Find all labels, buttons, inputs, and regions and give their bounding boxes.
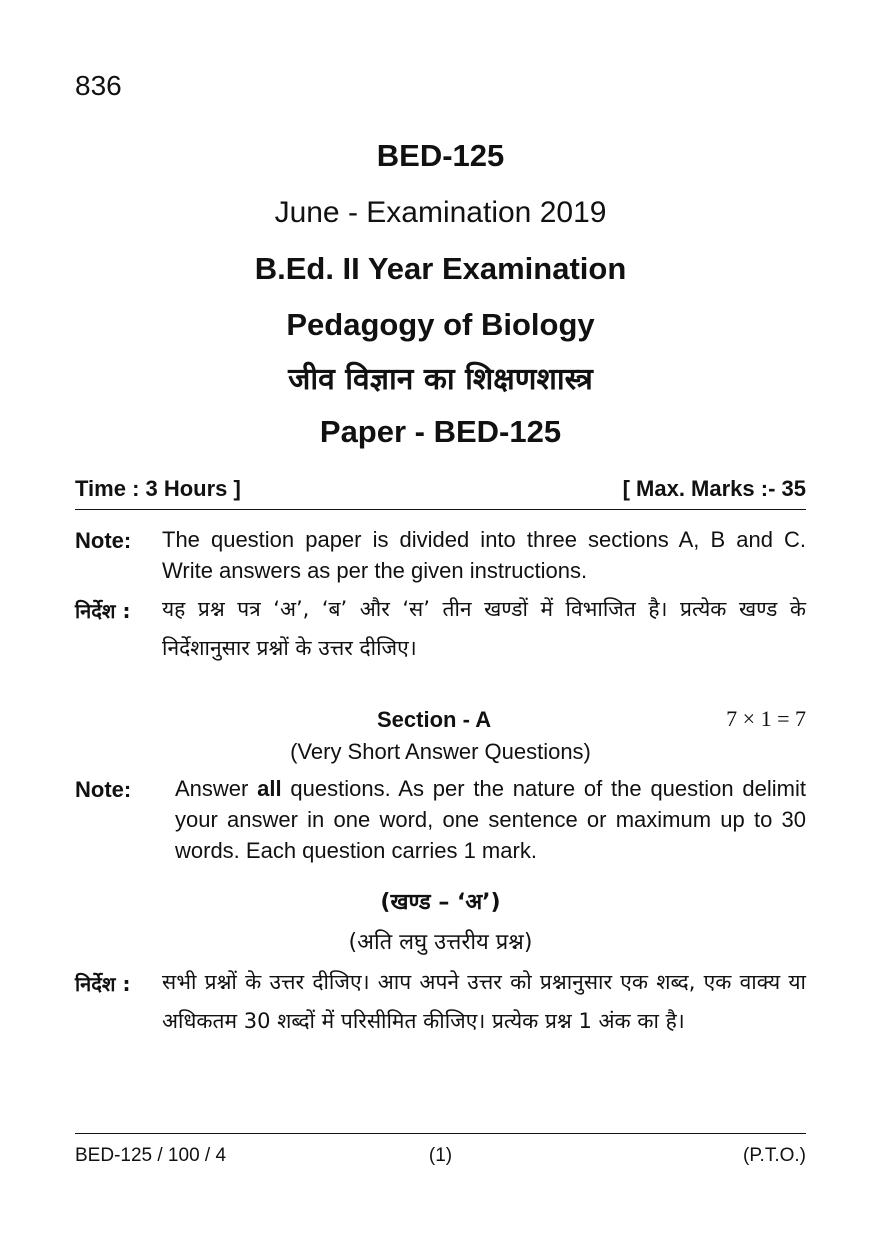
section-a-subtitle: (Very Short Answer Questions) xyxy=(290,739,591,764)
exam-session: June - Examination 2019 xyxy=(274,196,607,229)
time-marks-row xyxy=(75,476,806,502)
general-note-text: The question paper is divided into three sections A, B and C. Write answers as per the given instructions. xyxy=(162,527,806,583)
section-a-marks: 7 × 1 = 7 xyxy=(726,706,806,731)
general-note-label: Note: xyxy=(75,528,132,553)
pto-marker: (P.T.O.) xyxy=(743,1145,806,1166)
section-a-note-text-hindi: सभी प्रश्नों के उत्तर दीजिए। आप अपने उत्तर को प्रश्नानुसार एक शब्द, एक वाक्य या अधिकतम 30 शब्दों में परिसीमित कीजिए। प्रत्येक प्रश्न 1 अंक का है। xyxy=(162,970,806,1033)
subject-title: Pedagogy of Biology xyxy=(286,307,595,342)
emphasis-all: all xyxy=(257,776,282,801)
general-note-label-hindi: निर्देश : xyxy=(75,599,131,623)
general-note-text-hindi: यह प्रश्न पत्र ‘अ’, ‘ब’ और ‘स’ तीन खण्डों में विभाजित है। प्रत्येक खण्ड के निर्देशानुसार प्रश्नों के उत्तर दीजिए। xyxy=(162,597,806,660)
course-code: BED-125 xyxy=(376,138,505,173)
paper-code: Paper - BED-125 xyxy=(319,414,562,449)
exam-name: B.Ed. II Year Examination xyxy=(254,251,627,286)
footer-code: BED-125 / 100 / 4 xyxy=(75,1145,227,1166)
section-a-title: Section - A xyxy=(377,707,492,732)
section-a-note-text: Answer all questions. As per the nature of the question delimit your answer in one word, one sentence or maximum up to 30 words. Each question carries 1 mark. xyxy=(175,776,806,863)
footer-divider xyxy=(75,1133,806,1134)
subject-title-hindi: जीव विज्ञान का शिक्षणशास्त्र xyxy=(288,362,593,397)
section-a-note-label: Note: xyxy=(75,777,132,802)
serial-number: 836 xyxy=(75,70,122,101)
section-a-note-label-hindi: निर्देश : xyxy=(75,972,131,996)
section-a-title-hindi: (खण्ड – ‘अ’) xyxy=(380,890,501,915)
max-marks: [ Max. Marks :- 35 xyxy=(622,476,806,501)
time-allowed: Time : 3 Hours ] xyxy=(75,476,241,501)
header-divider xyxy=(75,509,806,510)
page-number: (1) xyxy=(428,1145,453,1166)
section-a-subtitle-hindi: (अति लघु उत्तरीय प्रश्न) xyxy=(348,930,533,955)
